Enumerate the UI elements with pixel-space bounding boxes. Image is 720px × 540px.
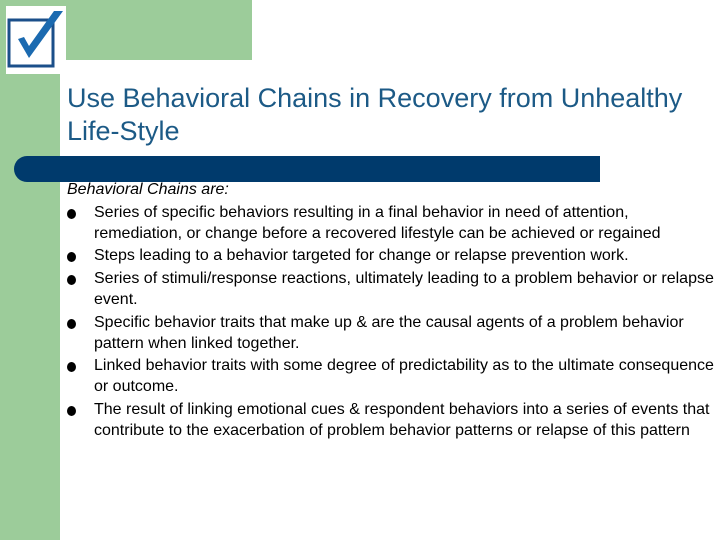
bullet-dot-icon <box>67 252 76 262</box>
bullet-item <box>67 269 717 311</box>
bullet-dot-icon <box>67 406 76 416</box>
bullet-item <box>67 356 717 398</box>
bullet-text: Linked behavior traits with some degree of predictability as to the ultimate consequence or outcome. <box>94 357 714 396</box>
bullet-dot-icon <box>67 362 76 372</box>
bullet-item <box>67 313 717 355</box>
body-subheading: Behavioral Chains are: <box>67 181 229 198</box>
bullet-text: Series of specific behaviors resulting in a final behavior in need of attention, remediation, or change before a recovered lifestyle can be achieved or regained <box>94 203 661 242</box>
title-divider-bar <box>14 156 600 182</box>
bullet-item <box>67 400 717 442</box>
left-accent-band <box>0 0 60 540</box>
bullet-list <box>67 203 717 442</box>
bullet-item <box>67 203 717 245</box>
bullet-text: Steps leading to a behavior targeted for change or relapse prevention work. <box>94 247 629 265</box>
bullet-text: Specific behavior traits that make up & are the causal agents of a problem behavior pattern when linked together. <box>94 313 684 352</box>
bullet-dot-icon <box>67 319 76 329</box>
bullet-text: Series of stimuli/response reactions, ultimately leading to a problem behavior or relapse event. <box>94 270 714 308</box>
bullet-item <box>67 246 717 267</box>
bullet-text: The result of linking emotional cues & respondent behaviors into a series of events that contribute to the exacerbation of problem behavior patterns or relapse of this pattern <box>94 400 710 439</box>
bullet-dot-icon <box>67 275 76 285</box>
bullet-dot-icon <box>67 209 76 219</box>
slide-body <box>67 180 717 442</box>
checkmark-box-icon <box>6 6 66 74</box>
slide-title: Use Behavioral Chains in Recovery from Unhealthy Life-Style <box>67 83 683 146</box>
